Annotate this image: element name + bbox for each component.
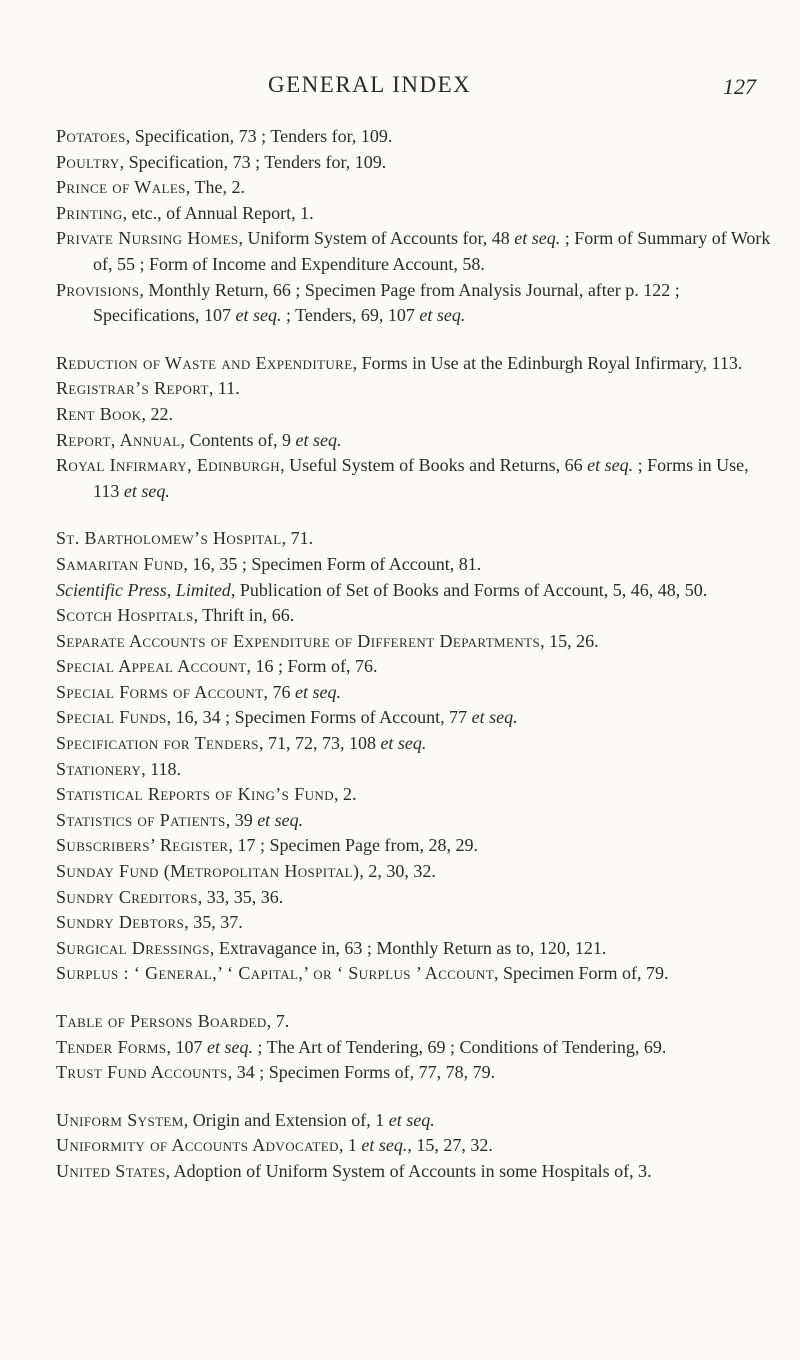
entry-text: , Specimen Form of, 79. (494, 963, 669, 984)
index-entry (56, 859, 776, 885)
index-entry (56, 782, 776, 808)
entry-text: , Monthly Return, 66 ; Specimen Page from Analysis Journal, after p. 122 ; Specifications, 107 (93, 279, 680, 326)
letter-group-gap (56, 1086, 776, 1108)
entry-text: ; Forms in Use, 113 (93, 455, 749, 501)
entry-heading: Stationery (56, 758, 142, 779)
index-entry (56, 526, 776, 552)
entry-heading: Tender Forms (56, 1036, 167, 1057)
index-entry (56, 936, 776, 962)
entry-italic-text: et seq. (514, 228, 561, 249)
index-entry (56, 201, 776, 227)
entry-italic-text: et seq. (295, 681, 342, 702)
entry-heading: Uniformity of Accounts Advocated (56, 1135, 339, 1156)
index-entry (56, 453, 776, 504)
index-entry (56, 1108, 776, 1134)
entry-text: , 16 ; Form of, 76. (246, 656, 378, 677)
entry-text: , 22. (141, 403, 174, 424)
entry-text: , Uniform System of Accounts for, 48 (238, 228, 515, 249)
entry-text: , 71. (281, 528, 314, 549)
entry-text: , Thrift in, 66. (193, 605, 295, 626)
entry-heading: Statistics of Patients (56, 809, 226, 830)
entry-text: ; Form of Summary of Work of, 55 ; Form of Income and Expenditure Account, 58. (93, 228, 771, 274)
entry-text: , 76 (263, 681, 296, 702)
running-title: GENERAL INDEX (268, 72, 472, 97)
entry-heading: Separate Accounts of Expenditure of Different Departments (56, 630, 541, 651)
index-entry (56, 808, 776, 834)
entry-italic-text: et seq. (123, 480, 170, 501)
index-entry (56, 731, 776, 757)
entry-text: , 11. (208, 378, 240, 399)
entry-text: , 15, 27, 32. (407, 1135, 493, 1156)
index-entry (56, 1009, 776, 1035)
index-entry (56, 654, 776, 680)
index-entry (56, 402, 776, 428)
page-header (0, 72, 800, 106)
entry-italic-text: et seq. (361, 1135, 408, 1156)
entry-heading: Special Forms of Account (56, 681, 264, 702)
entry-text: , 71, 72, 73, 108 (258, 733, 381, 754)
entry-italic-text: et seq. (380, 733, 427, 754)
entry-text: , 15, 26. (540, 630, 599, 651)
entry-heading: Prince of Wales (56, 177, 186, 198)
entry-text: , 33, 35, 36. (197, 886, 284, 907)
entry-text: , The, 2. (185, 177, 245, 198)
entry-heading: Provisions (56, 279, 140, 300)
entry-heading: Specification for Tenders (56, 733, 259, 754)
entry-text: , Origin and Extension of, 1 (183, 1109, 389, 1130)
entry-italic-text: et seq. (587, 455, 634, 476)
entry-text: , 2. (333, 784, 357, 805)
entry-text: , 39 (225, 809, 258, 830)
entry-italic-text: et seq. (206, 1036, 253, 1057)
index-entry (56, 175, 776, 201)
entry-text: , Publication of Set of Books and Forms of Account, 5, 46, 48, 50. (230, 579, 708, 600)
entry-text: ; Tenders, 69, 107 (281, 305, 420, 326)
entry-text: , Specification, 73 ; Tenders for, 109. (119, 151, 387, 172)
entry-heading: Uniform System (56, 1109, 184, 1130)
page-number: 127 (723, 74, 756, 99)
entry-text: , 1 (338, 1135, 362, 1156)
index-entry (56, 578, 776, 604)
index-entry (56, 428, 776, 454)
entry-italic-text: Scientific Press, Limited (56, 579, 231, 600)
entry-heading: St. Bartholomew’s Hospital (56, 528, 282, 549)
letter-group-gap (56, 987, 776, 1009)
entry-heading: Scotch Hospitals (56, 605, 194, 626)
entry-heading: Trust Fund Accounts (56, 1062, 228, 1083)
entry-text: , Contents of, 9 (180, 429, 296, 450)
index-entry (56, 680, 776, 706)
index-entry (56, 1133, 776, 1159)
entry-text: , Useful System of Books and Returns, 66 (280, 455, 588, 476)
entry-heading: Surgical Dressings (56, 937, 210, 958)
index-entry (56, 278, 776, 329)
index-entry (56, 351, 776, 377)
entry-text: , 118. (141, 758, 182, 779)
entry-text: , 17 ; Specimen Page from, 28, 29. (228, 835, 478, 856)
entry-text: , Specification, 73 ; Tenders for, 109. (125, 126, 393, 146)
entry-text: , 7. (266, 1011, 290, 1031)
index-entry (56, 124, 776, 150)
index-entry (56, 603, 776, 629)
index-entry (56, 961, 776, 987)
entry-heading: Table of Persons Boarded (56, 1011, 267, 1031)
entry-text: , 35, 37. (184, 912, 243, 933)
index-entry (56, 1159, 776, 1185)
entry-heading: Subscribers’ Register (56, 835, 229, 856)
entry-heading: Report, Annual (56, 429, 181, 450)
index-entry (56, 1060, 776, 1086)
index-entries (56, 124, 776, 1185)
entry-italic-text: et seq. (471, 707, 518, 728)
index-entry (56, 885, 776, 911)
entry-heading: Private Nursing Homes (56, 228, 239, 249)
entry-text: , 16, 34 ; Specimen Forms of Account, 77 (166, 707, 472, 728)
entry-text: , 107 (166, 1036, 207, 1057)
letter-group-gap (56, 329, 776, 351)
entry-text: , 16, 35 ; Specimen Form of Account, 81. (183, 553, 482, 574)
entry-heading: Poultry (56, 151, 120, 172)
entry-italic-text: et seq. (235, 305, 282, 326)
entry-text: , Forms in Use at the Edinburgh Royal Infirmary, 113. (352, 352, 743, 373)
entry-text: , Adoption of Uniform System of Accounts in some Hospitals of, 3. (165, 1160, 652, 1181)
index-entry (56, 376, 776, 402)
entry-heading: Printing (56, 202, 123, 223)
entry-heading: Royal Infirmary, Edinburgh (56, 455, 281, 476)
entry-heading: Sunday Fund (Metropolitan Hospital) (56, 861, 360, 882)
entry-heading: Registrar’s Report (56, 378, 209, 399)
entry-heading: Special Funds (56, 707, 167, 728)
index-entry (56, 910, 776, 936)
entry-heading: Reduction of Waste and Expenditure (56, 352, 353, 373)
index-entry (56, 150, 776, 176)
entry-text: ; The Art of Tendering, 69 ; Conditions of Tendering, 69. (252, 1036, 667, 1057)
index-entry (56, 1035, 776, 1061)
entry-italic-text: et seq. (388, 1109, 435, 1130)
entry-italic-text: et seq. (295, 429, 342, 450)
entry-text: , 34 ; Specimen Forms of, 77, 78, 79. (227, 1062, 496, 1083)
index-entry (56, 629, 776, 655)
index-entry (56, 552, 776, 578)
entry-heading: Statistical Reports of King’s Fund (56, 784, 334, 805)
letter-group-gap (56, 504, 776, 526)
index-entry (56, 757, 776, 783)
entry-heading: Rent Book (56, 403, 142, 424)
index-entry (56, 833, 776, 859)
entry-heading: Sundry Debtors (56, 912, 185, 933)
entry-heading: United States (56, 1160, 166, 1181)
entry-heading: Potatoes (56, 126, 126, 146)
entry-text: , 2, 30, 32. (359, 861, 436, 882)
index-entry (56, 705, 776, 731)
entry-heading: Surplus : ‘ General,’ ‘ Capital,’ or ‘ Surplus ’ Account (56, 963, 495, 984)
index-entry (56, 226, 776, 277)
entry-text: , Extravagance in, 63 ; Monthly Return as to, 120, 121. (209, 937, 607, 958)
entry-italic-text: et seq. (257, 809, 304, 830)
entry-italic-text: et seq. (419, 305, 466, 326)
entry-heading: Samaritan Fund (56, 553, 184, 574)
entry-heading: Special Appeal Account (56, 656, 247, 677)
entry-text: , etc., of Annual Report, 1. (122, 202, 314, 223)
entry-heading: Sundry Creditors (56, 886, 198, 907)
